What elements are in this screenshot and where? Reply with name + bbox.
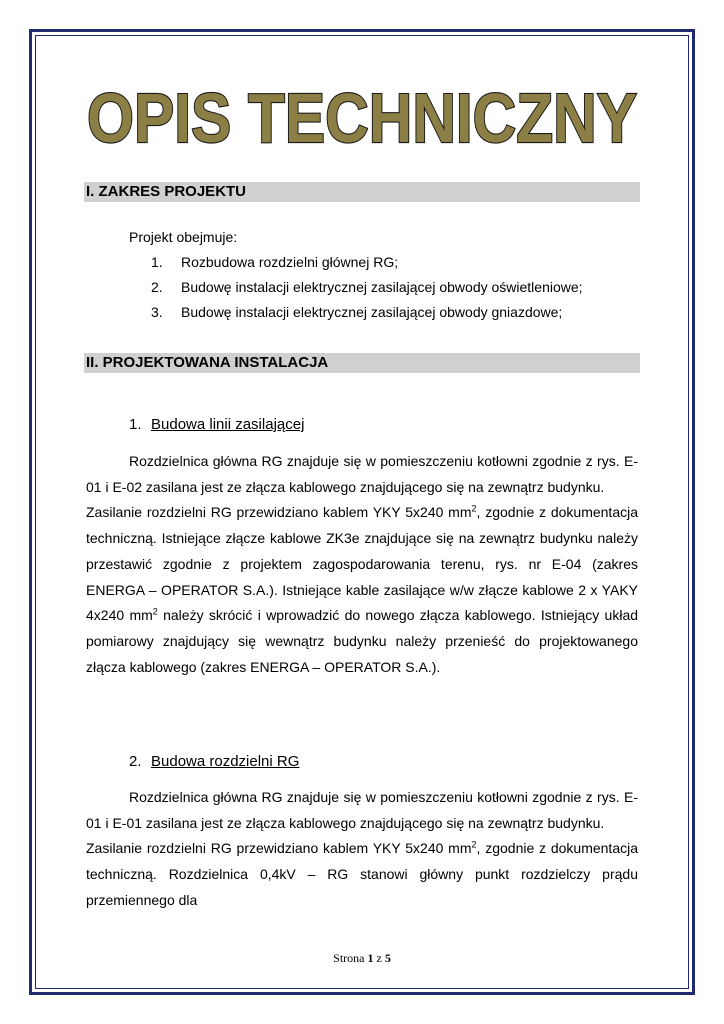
list-item-number: 2. xyxy=(151,279,163,295)
document-title xyxy=(84,79,640,157)
list-item xyxy=(151,275,583,300)
list-item-text: Budowę instalacji elektrycznej zasilającej obwody gniazdowe; xyxy=(181,304,563,320)
total-pages: 5 xyxy=(384,951,391,965)
paragraph-supply-line xyxy=(86,449,638,680)
current-page: 1 xyxy=(367,951,374,965)
subheading-label: Budowa linii zasilającej xyxy=(151,416,305,433)
paragraph-text: Zasilanie rozdzielni RG przewidziano kablem YKY 5x240 $mm^2$, zgodnie z dokumentacja techniczną. Rozdzielnica 0,4kV – RG stanowi główny punkt rozdzielczy prądu przemiennego dla xyxy=(86,839,638,908)
list-item-number: 3. xyxy=(151,304,163,320)
list-item-number: 1. xyxy=(151,254,163,270)
document-title-text: OPIS TECHNICZNY xyxy=(87,79,637,157)
page-footer: Strona 1 z 5 xyxy=(333,951,391,965)
subheading-number: 2. xyxy=(129,753,142,770)
paragraph-text: Rozdzielnica główna RG znajduje się w pomieszczeniu kotłowni zgodnie z rys. E-01 i E-01 zasilana jest ze złącza kablowego znajdującego się na zewnątrz budynku. xyxy=(86,789,638,831)
paragraph-switchboard xyxy=(86,785,638,914)
subheading-switchboard xyxy=(129,751,299,773)
paragraph-text: Zasilanie rozdzielni RG przewidziano kablem YKY 5x240 $mm^2$, zgodnie z dokumentacja techniczną. Istniejące złącze kablowe ZK3e znajdujące się na zewnątrz budynku należy przestawić zgodnie z projektem zagospodarowania terenu, rys. nr E-04 (zakres ENERGA – OPERATOR S.A.). Istniejące kable zasilające w/w złącze kablowe 2 x YAKY 4x240 $mm^2$ należy skrócić i wprowadzić do nowego złącza kablowego. Istniejący układ pomiarowy znajdujący się wewnątrz budynku należy przenieść do projektowanego złącza kablowego (zakres ENERGA – OPERATOR S.A.). xyxy=(86,503,639,675)
paragraph-text: Rozdzielnica główna RG znajduje się w pomieszczeniu kotłowni zgodnie z rys. E-01 i E-02 zasilana jest ze złącza kablowego znajdującego się na zewnątrz budynku. xyxy=(86,453,638,495)
subheading-supply-line xyxy=(129,414,304,436)
list-item xyxy=(151,300,562,325)
subheading-label: Budowa rozdzielni RG xyxy=(151,753,300,770)
intro-text: Projekt obejmuje: xyxy=(129,229,238,245)
section-heading-installation: II. PROJEKTOWANA INSTALACJA xyxy=(84,353,640,373)
section-heading-scope: I. ZAKRES PROJEKTU xyxy=(84,182,640,202)
list-item-text: Budowę instalacji elektrycznej zasilającej obwody oświetleniowe; xyxy=(181,279,583,295)
list-item xyxy=(151,250,398,275)
list-item-text: Rozbudowa rozdzielni głównej RG; xyxy=(181,254,399,270)
subheading-number: 1. xyxy=(129,416,142,433)
